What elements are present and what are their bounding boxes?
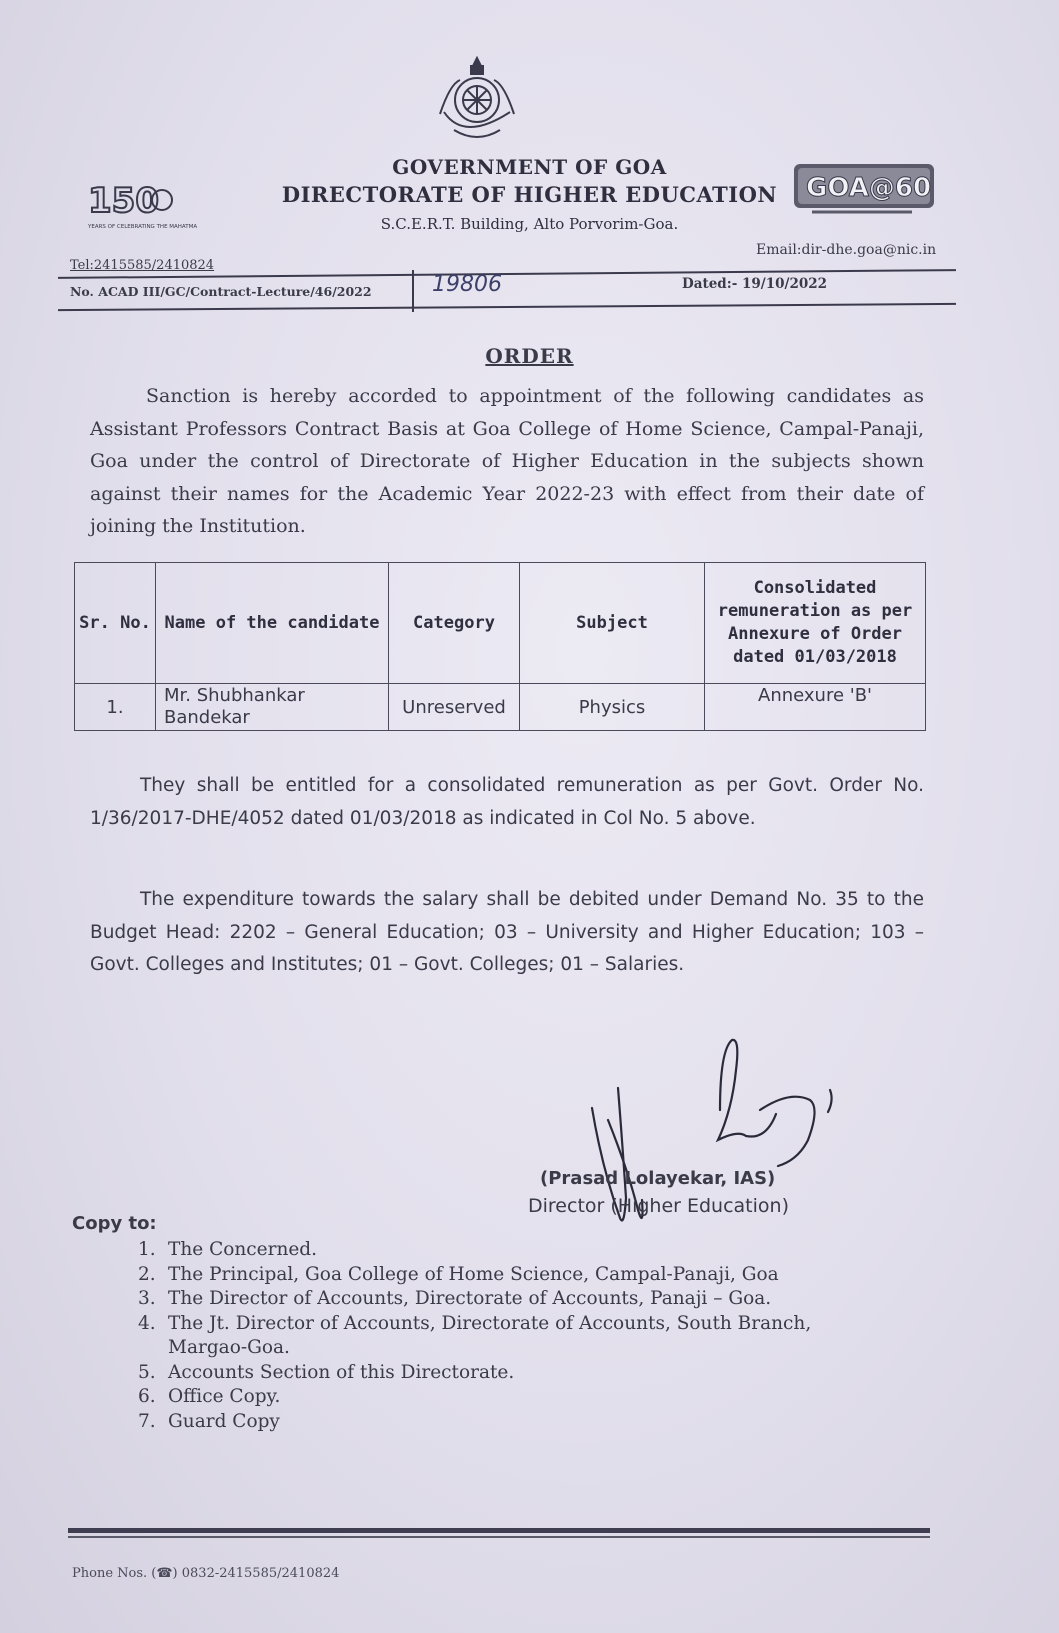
svg-text:YEARS OF CELEBRATING THE MAHAT: YEARS OF CELEBRATING THE MAHATMA [88,224,198,230]
signatory-name: (Prasad Lolayekar, IAS) [540,1168,776,1189]
copy-to-label: Copy to: [72,1213,157,1234]
list-item: 2. The Principal, Goa College of Home Science, Campal-Panaji, Goa [138,1263,779,1285]
list-item: 3. The Director of Accounts, Directorate of Accounts, Panaji – Goa. [138,1288,772,1309]
email: Email:dir-dhe.goa@nic.in [756,242,937,258]
footer-rule-thin [68,1536,930,1538]
svg-text:GOA@60: GOA@60 [806,173,932,203]
list-item: 7. Guard Copy [138,1410,280,1432]
footer-phone: Phone Nos. (☎) 0832-2415585/2410824 [72,1566,340,1581]
signatory-title: Director (Higher Education) [528,1195,789,1217]
list-item: 5. Accounts Section of this Directorate. [138,1361,515,1383]
cell-sr-no: 1. [75,684,156,731]
goa-60-logo [792,160,942,220]
col-name: Name of the candidate [156,563,389,684]
reference-number: No. ACAD III/GC/Contract-Lecture/46/2022 [70,284,372,299]
state-emblem-icon [432,52,522,147]
paragraph-sanction: Sanction is hereby accorded to appointment of the following candidates as Assistant Professors Contract Basis at Goa College of Home Science, Campal-Panaji, Goa under the control of Directorate of Higher Education in the subjects shown against their names for the Academic Year 2022-23 with effect from their date of joining the Institution. [90,385,924,537]
cell-name: Mr. Shubhankar Bandekar [156,684,389,731]
address: S.C.E.R.T. Building, Alto Porvorim-Goa. [380,215,679,233]
directorate-title: DIRECTORATE OF HIGHER EDUCATION [281,182,778,207]
cell-category: Unreserved [389,684,520,731]
svg-text:150: 150 [88,181,159,221]
col-remuneration: Consolidated remuneration as per Annexure of Order dated 01/03/2018 [705,563,926,684]
handwritten-number: 19806 [432,272,502,297]
table-header-row [75,563,926,684]
paragraph-expenditure: The expenditure towards the salary shall be debited under Demand No. 35 to the Budget Head: 2202 – General Education; 03 – University and Higher Education; 103 – Govt. Colleges and Institutes; 01 – Govt. Colleges; 01 – Salaries. [90,889,924,975]
order-date: Dated:- 19/10/2022 [682,276,828,292]
col-category: Category [389,563,520,684]
candidates-table [74,562,926,731]
copy-to-list [130,1238,890,1434]
order-title: ORDER [485,344,574,368]
list-item: 1. The Concerned. [138,1239,318,1260]
col-sr-no: Sr. No. [75,563,156,684]
table-row [75,684,926,731]
cell-subject: Physics [520,684,705,731]
col-subject: Subject [520,563,705,684]
header-rule-bottom [58,303,956,311]
government-title: GOVERNMENT OF GOA [392,155,667,179]
gandhi-150-logo [82,178,198,238]
list-item: 6. Office Copy. [138,1386,281,1407]
list-item: 4. The Jt. Director of Accounts, Directorate of Accounts, South Branch, Margao-Goa. [138,1312,812,1358]
paragraph-remuneration: They shall be entitled for a consolidated remuneration as per Govt. Order No. 1/36/2017-DHE/4052 dated 01/03/2018 as indicated in Col No. 5 above. [90,775,924,829]
cell-remuneration: Annexure 'B' [705,684,926,731]
footer-rule-thick [68,1528,930,1533]
telephone: Tel:2415585/2410824 [70,258,215,273]
